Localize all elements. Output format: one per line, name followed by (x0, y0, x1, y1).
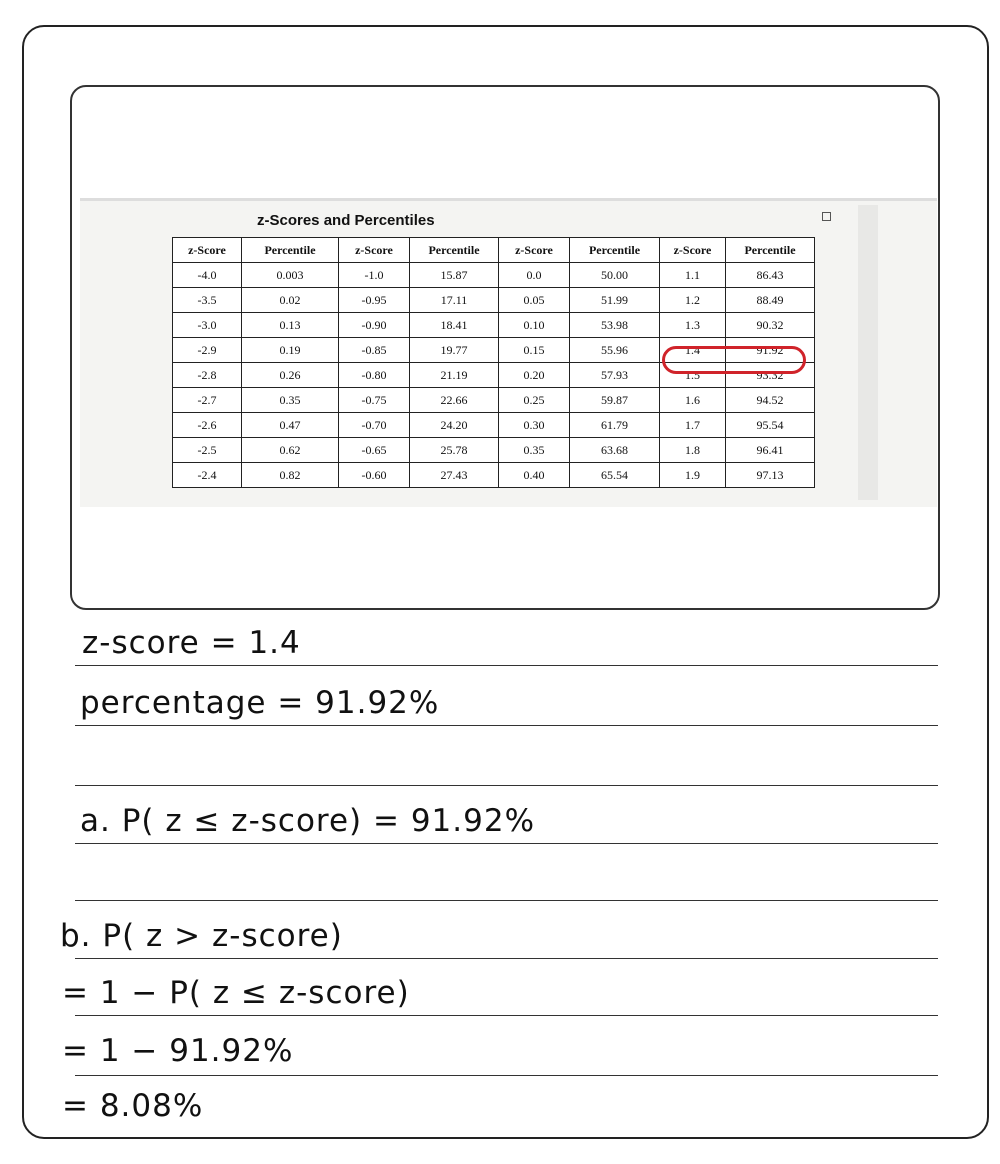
ruled-line (75, 725, 938, 726)
table-cell: -0.80 (339, 363, 410, 388)
table-title: z-Scores and Percentiles (257, 212, 435, 229)
table-cell: 0.35 (499, 438, 570, 463)
table-cell: 1.6 (660, 388, 726, 413)
table-cell: 0.15 (499, 338, 570, 363)
table-cell: -0.75 (339, 388, 410, 413)
table-cell: 15.87 (410, 263, 499, 288)
table-row (173, 388, 815, 413)
table-cell: 18.41 (410, 313, 499, 338)
table-cell: -4.0 (173, 263, 242, 288)
part-a-line: a. P( z ≤ z-score) = 91.92% (80, 803, 536, 839)
table-cell: 55.96 (570, 338, 660, 363)
table-cell: 53.98 (570, 313, 660, 338)
table-cell: 21.19 (410, 363, 499, 388)
table-cell: 91.92 (726, 338, 815, 363)
table-cell: 1.7 (660, 413, 726, 438)
scrollbar (858, 205, 878, 500)
table-cell: -1.0 (339, 263, 410, 288)
table-cell: -0.85 (339, 338, 410, 363)
column-header: z-Score (339, 238, 410, 263)
table-cell: 0.25 (499, 388, 570, 413)
table-cell: 1.3 (660, 313, 726, 338)
window-button-icon (822, 212, 831, 221)
column-header: z-Score (499, 238, 570, 263)
table-cell: 1.1 (660, 263, 726, 288)
ruled-line (75, 1075, 938, 1076)
table-cell: 19.77 (410, 338, 499, 363)
table-cell: 88.49 (726, 288, 815, 313)
table-cell: 1.8 (660, 438, 726, 463)
column-header: z-Score (173, 238, 242, 263)
zscore-line: z-score = 1.4 (82, 625, 301, 661)
table-cell: -0.65 (339, 438, 410, 463)
table-cell: 96.41 (726, 438, 815, 463)
table-cell: 94.52 (726, 388, 815, 413)
table-cell: 24.20 (410, 413, 499, 438)
table-cell: 59.87 (570, 388, 660, 413)
table-cell: 0.35 (242, 388, 339, 413)
table-cell: 1.4 (660, 338, 726, 363)
percentage-line: percentage = 91.92% (80, 685, 440, 721)
table-cell: 0.40 (499, 463, 570, 488)
part-b-line: b. P( z > z-score) (60, 918, 343, 954)
table-cell: 0.19 (242, 338, 339, 363)
table-cell: 0.0 (499, 263, 570, 288)
table-row (173, 413, 815, 438)
table-cell: -0.70 (339, 413, 410, 438)
column-header: Percentile (410, 238, 499, 263)
table-cell: 90.32 (726, 313, 815, 338)
column-header: Percentile (242, 238, 339, 263)
table-cell: -2.7 (173, 388, 242, 413)
table-cell: 0.47 (242, 413, 339, 438)
part-b-step2: = 1 − 91.92% (62, 1033, 294, 1069)
ruled-line (75, 785, 938, 786)
table-cell: -2.8 (173, 363, 242, 388)
table-row (173, 438, 815, 463)
table-cell: -0.60 (339, 463, 410, 488)
ruled-line (75, 665, 938, 666)
table-cell: -2.9 (173, 338, 242, 363)
column-header: Percentile (570, 238, 660, 263)
table-row (173, 463, 815, 488)
table-cell: 63.68 (570, 438, 660, 463)
table-row (173, 263, 815, 288)
table-cell: 93.32 (726, 363, 815, 388)
table-cell: 0.003 (242, 263, 339, 288)
table-cell: 1.5 (660, 363, 726, 388)
part-b-step1: = 1 − P( z ≤ z-score) (62, 975, 410, 1011)
table-cell: -2.4 (173, 463, 242, 488)
table-cell: 86.43 (726, 263, 815, 288)
table-cell: -0.90 (339, 313, 410, 338)
ruled-line (75, 958, 938, 959)
table-cell: 51.99 (570, 288, 660, 313)
table-cell: 0.20 (499, 363, 570, 388)
table-cell: -2.5 (173, 438, 242, 463)
table-cell: 0.05 (499, 288, 570, 313)
table-cell: 0.10 (499, 313, 570, 338)
highlight-circle (662, 346, 806, 374)
part-b-result: = 8.08% (62, 1088, 204, 1124)
column-header: Percentile (726, 238, 815, 263)
table-cell: 57.93 (570, 363, 660, 388)
table-cell: 0.82 (242, 463, 339, 488)
table-cell: 50.00 (570, 263, 660, 288)
table-cell: -3.0 (173, 313, 242, 338)
table-cell: 1.9 (660, 463, 726, 488)
table-cell: 27.43 (410, 463, 499, 488)
table-cell: 61.79 (570, 413, 660, 438)
table-cell: 25.78 (410, 438, 499, 463)
table-cell: 17.11 (410, 288, 499, 313)
table-cell: 95.54 (726, 413, 815, 438)
ruled-line (75, 900, 938, 901)
ruled-line (75, 843, 938, 844)
table-cell: -2.6 (173, 413, 242, 438)
table-cell: 0.02 (242, 288, 339, 313)
table-cell: 0.62 (242, 438, 339, 463)
table-cell: -0.95 (339, 288, 410, 313)
table-cell: 0.26 (242, 363, 339, 388)
table-cell: 0.13 (242, 313, 339, 338)
table-cell: 65.54 (570, 463, 660, 488)
table-cell: 1.2 (660, 288, 726, 313)
table-row (173, 313, 815, 338)
table-cell: 22.66 (410, 388, 499, 413)
column-header: z-Score (660, 238, 726, 263)
table-row (173, 288, 815, 313)
ruled-line (75, 1015, 938, 1016)
table-cell: 97.13 (726, 463, 815, 488)
table-cell: -3.5 (173, 288, 242, 313)
table-cell: 0.30 (499, 413, 570, 438)
